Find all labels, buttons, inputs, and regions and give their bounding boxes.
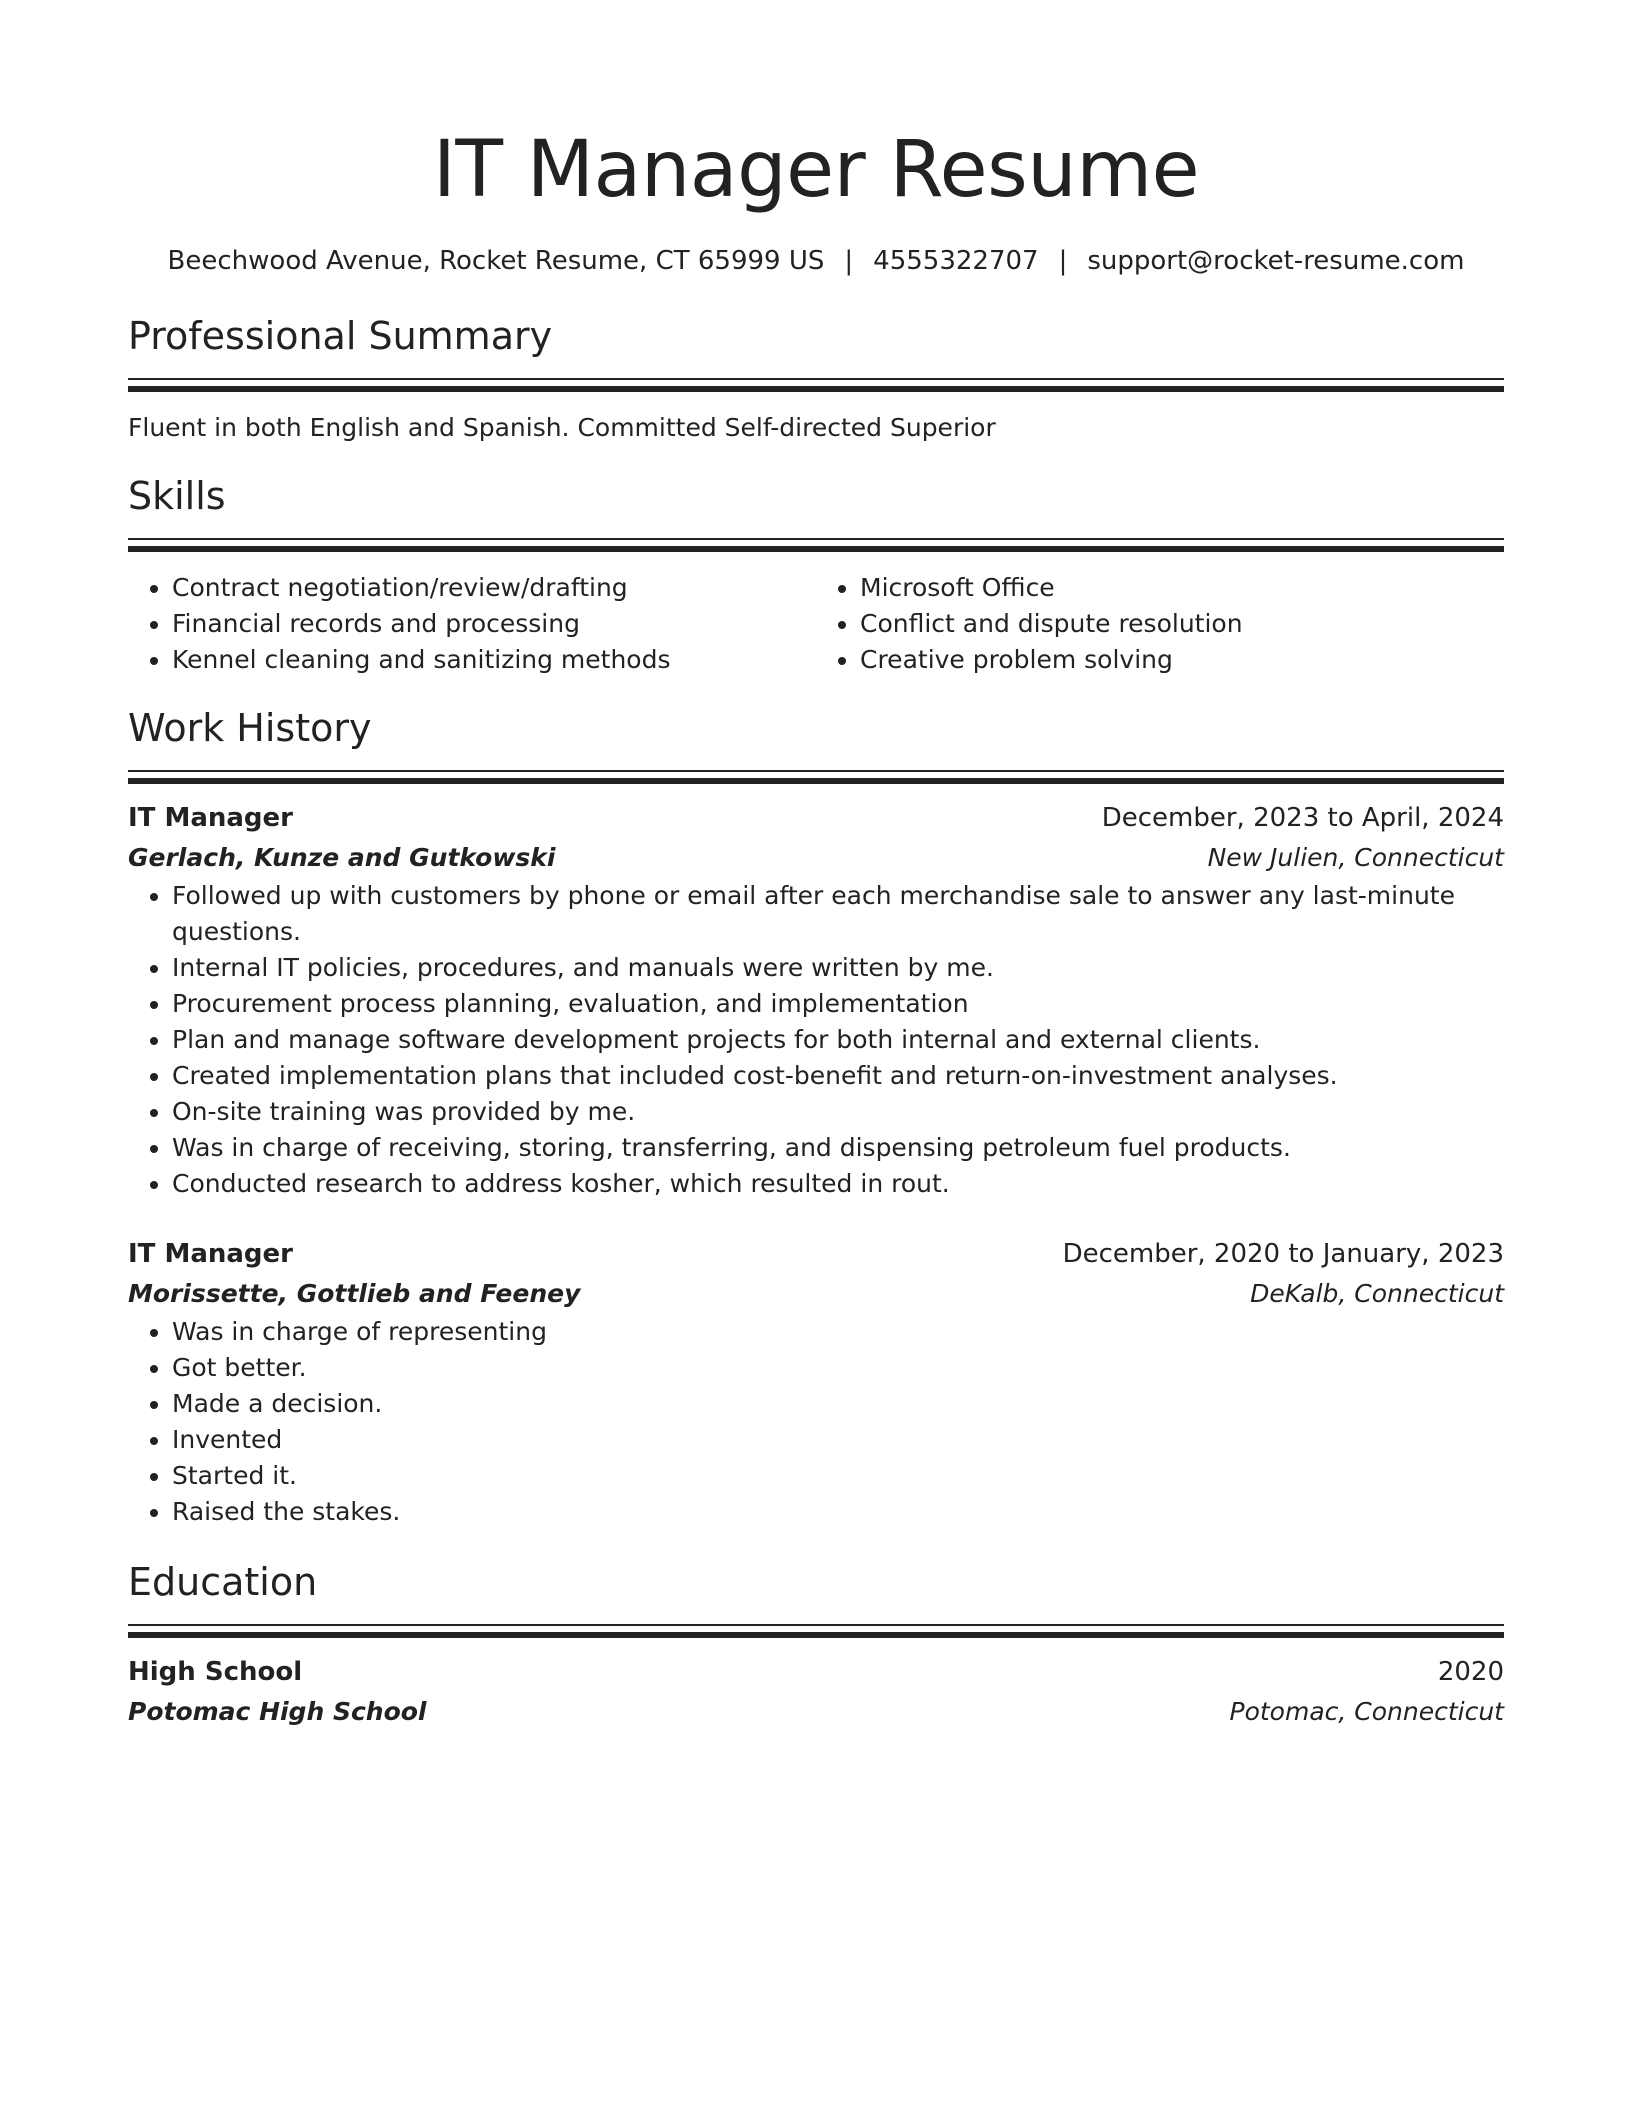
job-bullet: • Was in charge of representing <box>172 1314 1504 1350</box>
contact-address: Beechwood Avenue, Rocket Resume, CT 65999 US <box>167 246 825 276</box>
skill-item: • Financial records and processing <box>172 606 816 642</box>
job-bullet: • Followed up with customers by phone or email after each merchandise sale to answer any last-minute questions. <box>172 878 1504 950</box>
job-bullet: • Invented <box>172 1422 1504 1458</box>
job-company: Gerlach, Kunze and Gutkowski <box>128 843 556 872</box>
job-bullet: • Started it. <box>172 1458 1504 1494</box>
education-location: Potomac, Connecticut <box>1229 1697 1504 1726</box>
job-bullet: • On-site training was provided by me. <box>172 1094 1504 1130</box>
skills-section <box>128 472 1504 678</box>
skills-grid <box>128 570 1504 678</box>
job-title: IT Manager <box>128 1239 294 1269</box>
job-title: IT Manager <box>128 803 294 833</box>
work-heading: Work History <box>128 706 372 750</box>
section-divider <box>128 1624 1504 1638</box>
job-dates: December, 2020 to January, 2023 <box>1062 1239 1504 1269</box>
contact-phone: 4555322707 <box>873 246 1039 276</box>
job-company: Morissette, Gottlieb and Feeney <box>128 1279 581 1308</box>
skills-column-left <box>128 570 816 678</box>
skill-item: • Conflict and dispute resolution <box>860 606 1504 642</box>
summary-text: Fluent in both English and Spanish. Committed Self-directed Superior <box>128 413 996 442</box>
job-bullets <box>128 1314 1504 1530</box>
education-school: Potomac High School <box>128 1697 427 1726</box>
job-bullet: • Was in charge of receiving, storing, transferring, and dispensing petroleum fuel products. <box>172 1130 1504 1166</box>
job-dates: December, 2023 to April, 2024 <box>1101 803 1504 833</box>
job-bullet: • Procurement process planning, evaluation, and implementation <box>172 986 1504 1022</box>
job-bullet: • Conducted research to address kosher, which resulted in rout. <box>172 1166 1504 1202</box>
education-degree: High School <box>128 1657 303 1687</box>
section-divider <box>128 378 1504 392</box>
job-bullet: • Internal IT policies, procedures, and manuals were written by me. <box>172 950 1504 986</box>
section-divider <box>128 770 1504 784</box>
page-title: IT Manager Resume <box>432 125 1200 215</box>
skill-item: • Microsoft Office <box>860 570 1504 606</box>
job-bullet: • Made a decision. <box>172 1386 1504 1422</box>
education-heading: Education <box>128 1560 318 1604</box>
summary-section <box>128 312 1504 446</box>
education-section <box>128 1558 1504 1732</box>
work-section <box>128 704 1504 1530</box>
education-year: 2020 <box>1437 1657 1504 1687</box>
contact-line <box>128 244 1504 278</box>
contact-email: support@rocket-resume.com <box>1087 246 1465 276</box>
job-bullets <box>128 878 1504 1202</box>
education-entry <box>128 1652 1504 1732</box>
contact-separator: | <box>1058 246 1068 276</box>
job-bullet: • Got better. <box>172 1350 1504 1386</box>
job-entry <box>128 798 1504 1202</box>
skills-column-right <box>816 570 1504 678</box>
skill-item: • Contract negotiation/review/drafting <box>172 570 816 606</box>
section-divider <box>128 538 1504 552</box>
skills-heading: Skills <box>128 474 226 518</box>
skill-item: • Creative problem solving <box>860 642 1504 678</box>
job-bullet: • Plan and manage software development projects for both internal and external clients. <box>172 1022 1504 1058</box>
job-location: DeKalb, Connecticut <box>1250 1279 1504 1308</box>
contact-separator: | <box>844 246 854 276</box>
summary-heading: Professional Summary <box>128 314 553 358</box>
job-bullet: • Raised the stakes. <box>172 1494 1504 1530</box>
skill-item: • Kennel cleaning and sanitizing methods <box>172 642 816 678</box>
job-bullet: • Created implementation plans that included cost-benefit and return-on-investment analyses. <box>172 1058 1504 1094</box>
job-entry <box>128 1234 1504 1530</box>
job-location: New Julien, Connecticut <box>1207 843 1504 872</box>
